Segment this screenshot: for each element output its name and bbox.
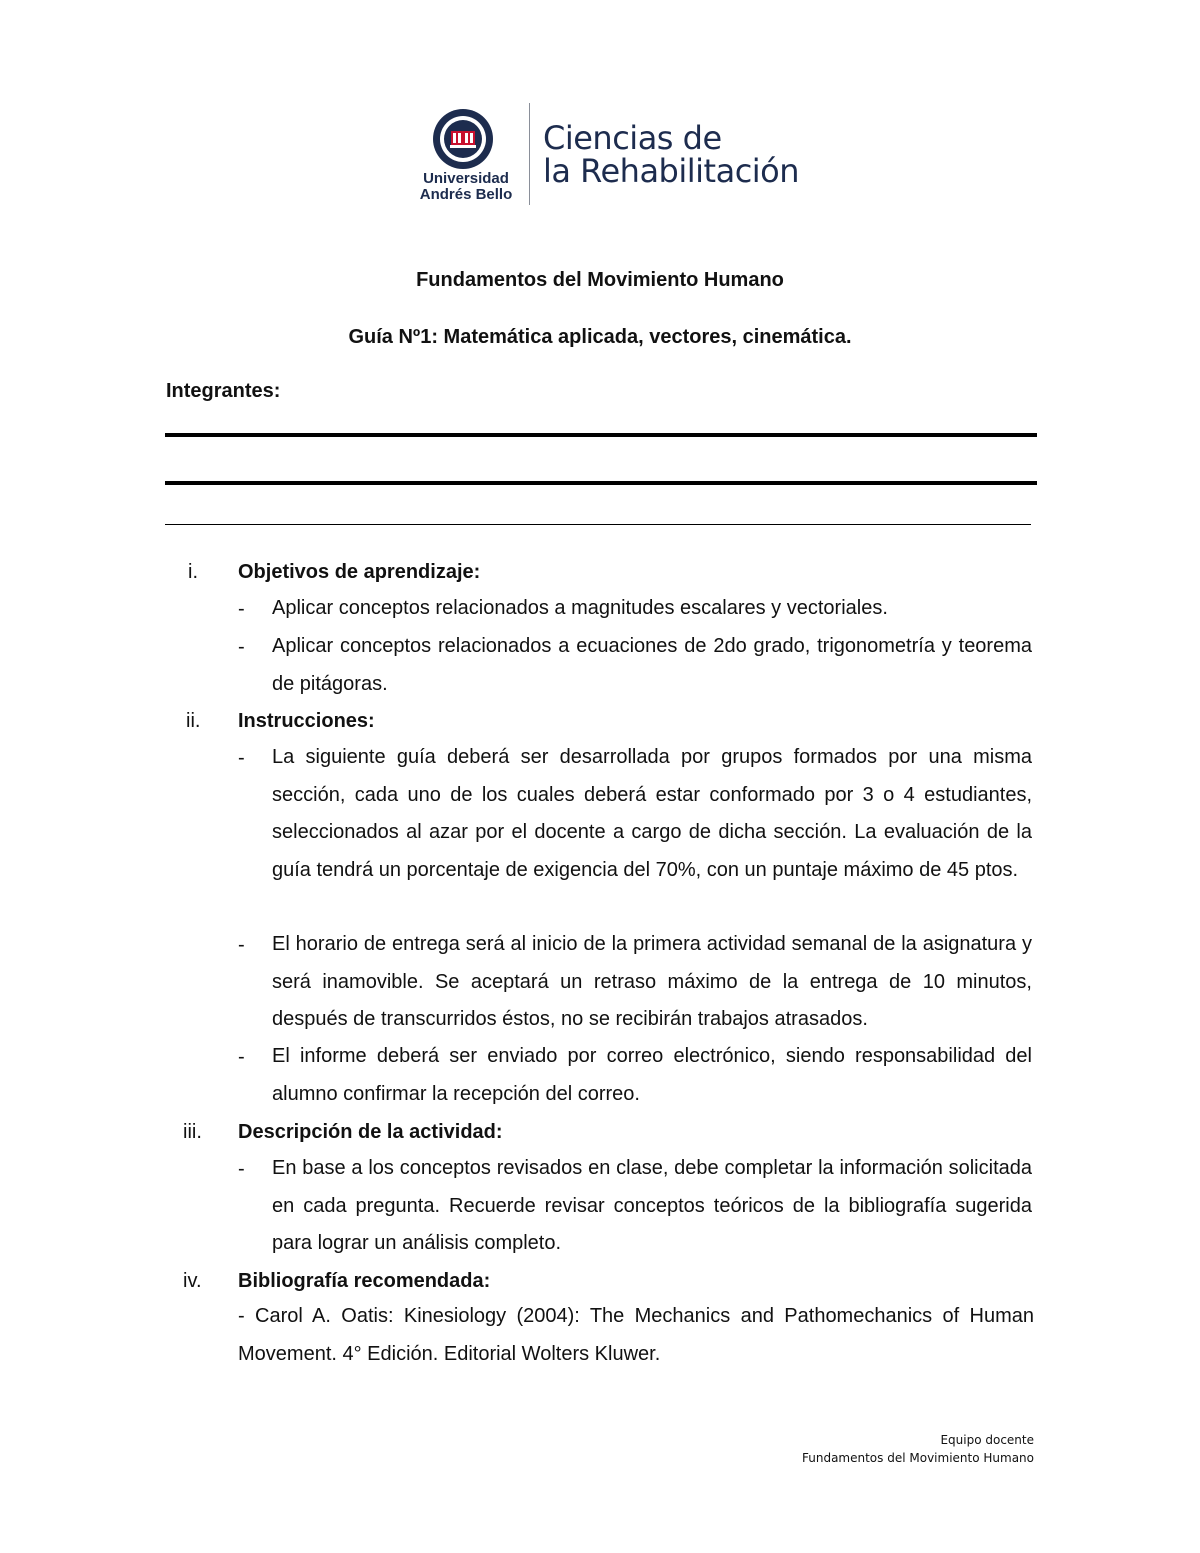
bullet-dash: - bbox=[238, 636, 245, 658]
integrantes-label: Integrantes: bbox=[166, 380, 281, 402]
section-heading-activity: Descripción de la actividad: bbox=[238, 1121, 503, 1143]
section-heading-objectives: Objetivos de aprendizaje: bbox=[238, 561, 481, 583]
bullet-dash: - bbox=[238, 1046, 245, 1068]
university-logo bbox=[405, 103, 800, 207]
section-numeral: ii. bbox=[186, 710, 201, 732]
list-item: Aplicar conceptos relacionados a magnitudes escalares y vectoriales. bbox=[272, 597, 888, 619]
member-line-3 bbox=[165, 524, 1031, 525]
logo-divider bbox=[529, 103, 530, 205]
list-item: En base a los conceptos revisados en clase, debe completar la información solicitada en cada pregunta. Recuerde revisar conceptos teóricos de la bibliografía sugerida para lograr un análisis completo. bbox=[272, 1157, 1032, 1254]
faculty-name-line1: Ciencias de bbox=[543, 119, 722, 157]
footer-course: Fundamentos del Movimiento Humano bbox=[802, 1451, 1034, 1465]
faculty-name-line2: la Rehabilitación bbox=[543, 152, 800, 190]
list-item: Aplicar conceptos relacionados a ecuaciones de 2do grado, trigonometría y teorema de pitágoras. bbox=[272, 635, 1032, 695]
document-title: Fundamentos del Movimiento Humano bbox=[416, 269, 784, 291]
bullet-dash: - bbox=[238, 598, 245, 620]
bullet-dash: - bbox=[238, 934, 245, 956]
bullet-dash: - bbox=[238, 1158, 245, 1180]
bullet-dash: - bbox=[238, 747, 245, 769]
section-numeral: iii. bbox=[183, 1121, 202, 1143]
list-item: El informe deberá ser enviado por correo electrónico, siendo responsabilidad del alumno confirmar la recepción del correo. bbox=[272, 1045, 1032, 1105]
university-name-line2: Andrés Bello bbox=[419, 186, 513, 203]
university-seal-icon bbox=[431, 107, 495, 171]
list-item: El horario de entrega será al inicio de la primera actividad semanal de la asignatura y será inamovible. Se aceptará un retraso máximo de la entrega de 10 minutos, después de transcurridos éstos, no se recibirán trabajos atrasados. bbox=[272, 933, 1032, 1030]
footer-team: Equipo docente bbox=[940, 1433, 1034, 1447]
section-heading-instructions: Instrucciones: bbox=[238, 710, 375, 732]
section-heading-bibliography: Bibliografía recomendada: bbox=[238, 1270, 491, 1292]
list-item: La siguiente guía deberá ser desarrollada por grupos formados por una misma sección, cada uno de los cuales deberá estar conformado por 3 o 4 estudiantes, seleccionados al azar por el docente a cargo de dicha sección. La evaluación de la guía tendrá un porcentaje de exigencia del 70%, con un puntaje máximo de 45 ptos. bbox=[272, 746, 1032, 881]
member-line-1 bbox=[165, 433, 1037, 437]
bibliography-entry: - Carol A. Oatis: Kinesiology (2004): The Mechanics and Pathomechanics of Human Movement. 4° Edición. Editorial Wolters Kluwer. bbox=[238, 1305, 1034, 1365]
section-numeral: i. bbox=[188, 561, 198, 583]
member-line-2 bbox=[165, 481, 1037, 485]
university-name-line1: Universidad bbox=[423, 170, 509, 187]
section-numeral: iv. bbox=[183, 1270, 202, 1292]
document-subtitle: Guía Nº1: Matemática aplicada, vectores, cinemática. bbox=[348, 326, 852, 348]
